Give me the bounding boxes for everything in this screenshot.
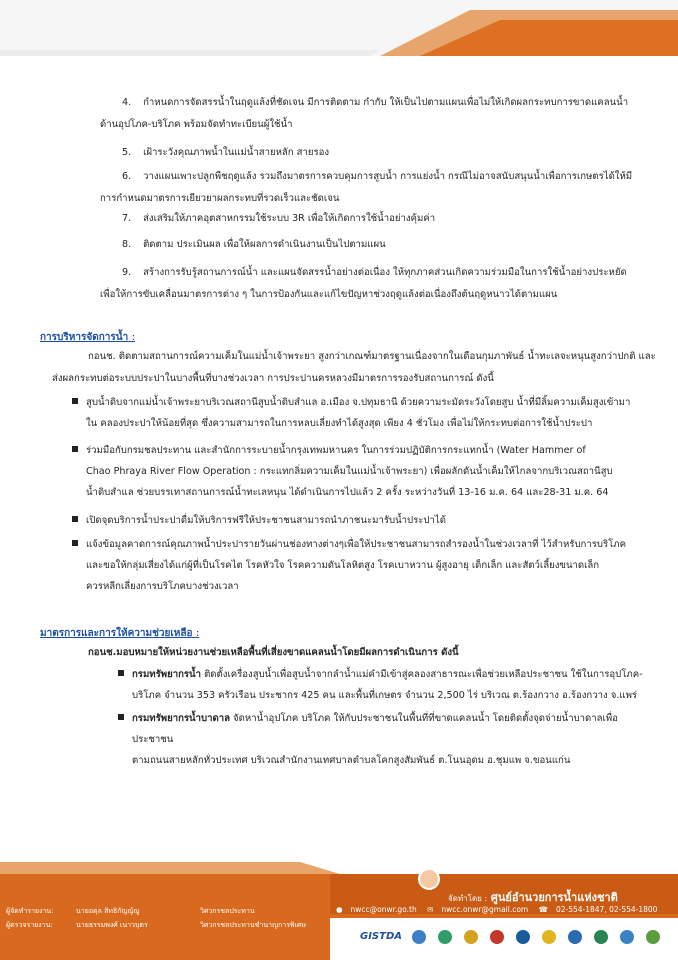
partner-logo-icon — [410, 928, 428, 946]
item-number: 9. — [122, 267, 132, 278]
mail-icon: ✉ — [427, 905, 434, 914]
item-number: 6. — [122, 171, 132, 182]
phone-icon: ☎ — [538, 905, 548, 914]
water-management-intro-cont — [52, 368, 658, 389]
numbered-item-5 — [122, 142, 652, 164]
bullet-text: เปิดจุดบริการน้ำประปาดื่มให้บริการฟรีให้ประชาชนสามารถนำภาชนะมารับน้ำประปาได้ — [86, 515, 446, 526]
item-text-cont: เพื่อให้การขับเคลื่อนมาตรการต่าง ๆ ในการป้องกันและแก้ไขปัญหาช่วงฤดูแล้งต่อเนื่องถึงต้นฤดูหนาวได้ตามแผน — [100, 289, 558, 300]
section-title-assistance — [40, 626, 199, 641]
header-band — [0, 0, 678, 56]
bullet-text: ตามถนนสายหลักทั่วประเทศ บริเวณสำนักงานเทศบาลตำบลโคกสูงสัมพันธ์ ต.โนนอุดม อ.ชุมแพ จ.ขอนแก่น — [132, 755, 571, 766]
contact-email-1[interactable]: nwcc@onwr.go.th — [350, 905, 417, 914]
item-text-cont: การกำหนดมาตรการเยียวยาผลกระทบที่รวดเร็วและชัดเจน — [100, 193, 340, 204]
section-title-colon: : — [195, 628, 200, 639]
footer — [0, 862, 678, 960]
water-bullet-1 — [72, 392, 652, 434]
bullet-text: ติดตั้งเครื่องสูบน้ำเพื่อสูบน้ำจากลำน้ำแม่คำมีเข้าสู่คลองสาธารณะเพื่อช่วยเหลือประชาชน ใช้ในการอุปโภค- — [201, 669, 643, 680]
bullet-text: บริโภค จำนวน 353 ครัวเรือน ประชากร 425 คน และพื้นที่เกษตร จำนวน 2,500 ไร่ บริเวณ ต.ร้องกวาง อ.ร้องกวาง จ.แพร่ — [132, 690, 638, 701]
partner-logo-icon — [644, 928, 662, 946]
bullet-text: ควรหลีกเลี่ยงการบริโภคบางช่วงเวลา — [86, 581, 239, 592]
contact-email-2[interactable]: nwcc.onwr@gmail.com — [441, 905, 529, 914]
numbered-item-6 — [100, 166, 652, 210]
globe-icon: ● — [336, 905, 343, 914]
checked-by-label: ผู้ตรวจรายงาน: — [6, 921, 53, 929]
bullet-square-icon — [118, 714, 124, 720]
partner-logo-icon — [592, 928, 610, 946]
water-bullet-4 — [72, 534, 652, 597]
item-text: ติดตาม ประเมินผล เพื่อให้ผลการดำเนินงานเป็นไปตามแผน — [143, 239, 386, 250]
bullet-square-icon — [72, 516, 78, 522]
intro-line: กอนช. ติดตามสถานการณ์ความเค็มในแม่น้ำเจ้าพระยา สูงกว่าเกณฑ์มาตรฐานเนื่องจากในเดือนกุมภาพันธ์ น้ำทะเลจะหนุนสูงกว่าปกติ และ — [88, 351, 656, 362]
onwr-emblem-icon — [418, 868, 440, 890]
water-bullet-2 — [72, 440, 652, 503]
section-title-water-management — [40, 330, 135, 345]
section-title-text: การบริหารจัดการน้ำ — [40, 332, 129, 343]
bullet-text: และขอให้กลุ่มเสี่ยงได้แก่ผู้ที่เป็นโรคไต โรคหัวใจ โรคความดันโลหิตสูง โรคเบาหวาน ผู้สูงอายุ เด็กเล็ก และสัตว์เลี้ยงขนาดเล็ก — [86, 560, 600, 571]
agency-name: กรมทรัพยากรน้ำ — [132, 669, 202, 680]
partner-logo-icon — [566, 928, 584, 946]
bullet-text: แจ้งข้อมูลคาดการณ์คุณภาพน้ำประปารายวันผ่านช่องทางต่างๆเพื่อให้ประชาชนสามารถสำรองน้ำในช่วงเวลาที่ ไว้สำหรับการบริโภค — [86, 539, 627, 550]
bullet-square-icon — [72, 540, 78, 546]
numbered-item-4 — [100, 92, 652, 136]
partner-logo-icon — [436, 928, 454, 946]
prepared-by-label: ผู้จัดทำรายงาน: — [6, 907, 54, 915]
bullet-square-icon — [72, 446, 78, 452]
item-text: เฝ้าระวังคุณภาพน้ำในแม่น้ำสายหลัก สายรอง — [143, 147, 330, 158]
agency-name: กรมทรัพยากรน้ำบาดาล — [132, 713, 230, 724]
numbered-item-9 — [100, 262, 652, 306]
bullet-text: จัดหาน้ำอุปโภค บริโภค ให้กับประชาชนในพื้นที่ที่ขาดแคลนน้ำ โดยติดตั้งจุดจ่ายน้ำบาดาลเพื่อประชาชน — [132, 713, 618, 745]
item-text: สร้างการรับรู้สถานการณ์น้ำ และแผนจัดสรรน้ำอย่างต่อเนื่อง ให้ทุกภาคส่วนเกิดความร่วมมือในการใช้น้ำอย่างประหยัด — [143, 267, 627, 278]
org-label: จัดทำโดย : — [448, 894, 488, 903]
footer-organization — [448, 888, 618, 906]
contact-row — [336, 905, 665, 914]
partner-logo-icon — [462, 928, 480, 946]
section-title-colon: : — [131, 332, 136, 343]
item-text: วางแผนเพาะปลูกพืชฤดูแล้ง รวมถึงมาตรการควบคุมการสูบน้ำ การแย่งน้ำ กรณีไม่อาจสนับสนุนน้ำเพื่อการเกษตรได้ให้มี — [143, 171, 633, 182]
bullet-text: Chao Phraya River Flow Operation : กระแทกลิ่มความเค็มในแม่น้ำเจ้าพระยา) เพื่อผลักดันน้ำเค็มให้ไกลจากบริเวณสถานีสูบ — [86, 466, 613, 477]
bullet-text: น้ำดิบสำแล ช่วยบรรเทาสถานการณ์น้ำทะเลหนุน ได้ดำเนินการไปแล้ว 2 ครั้ง ระหว่างวันที่ 13-16 ม.ค. 64 และ28-31 ม.ค. 64 — [86, 487, 609, 498]
bullet-square-icon — [118, 670, 124, 676]
partner-logo-icon — [514, 928, 532, 946]
checked-by-name: นายธรรมพงศ์ เนาวบุตร — [76, 921, 148, 929]
partner-logo-icon — [488, 928, 506, 946]
org-name: ศูนย์อำนวยการน้ำแห่งชาติ — [490, 891, 618, 904]
water-bullet-3 — [72, 510, 652, 531]
item-text: กำหนดการจัดสรรน้ำในฤดูแล้งที่ชัดเจน มีการติดตาม กำกับ ให้เป็นไปตามแผนเพื่อไม่ให้เกิดผลกระทบการขาดแคลนน้ำ — [143, 97, 629, 108]
assistance-bullet-1 — [118, 664, 658, 706]
item-number: 7. — [122, 213, 132, 224]
prepared-by-name: นายอดุล สิทธิกัญญ์ญู — [76, 907, 140, 915]
header-swoosh-graphic — [0, 0, 678, 56]
assistance-bullet-2 — [118, 708, 658, 771]
checked-by-role: วิศวกรชลประทานชำนาญการพิเศษ — [200, 921, 306, 929]
numbered-item-8 — [122, 234, 652, 256]
item-number: 5. — [122, 147, 132, 158]
item-number: 8. — [122, 239, 132, 250]
contact-phone: 02-554-1847, 02-554-1800 — [555, 905, 658, 914]
bullet-square-icon — [72, 398, 78, 404]
water-management-intro — [88, 346, 658, 367]
item-text-cont: ด้านอุปโภค-บริโภค พร้อมจัดทำทะเบียนผู้ใช้น้ำ — [100, 119, 293, 130]
intro-line: ส่งผลกระทบต่อระบบประปาในบางพื้นที่บางช่วงเวลา การประปานครหลวงมีมาตรการรองรับสถานการณ์ ดังนี้ — [52, 373, 494, 384]
numbered-item-7 — [122, 208, 652, 230]
item-number: 4. — [122, 97, 132, 108]
prepared-by-role: วิศวกรชลประทาน — [200, 907, 255, 915]
bullet-text: ร่วมมือกับกรมชลประทาน และสำนักการระบายน้ำกรุงเทพมหานคร ในการร่วมปฏิบัติการกระแทกน้ำ (Water Hammer of — [86, 445, 586, 456]
item-text: ส่งเสริมให้ภาคอุตสาหกรรมใช้ระบบ 3R เพื่อให้เกิดการใช้น้ำอย่างคุ้มค่า — [143, 213, 436, 224]
intro-line: กอนช.มอบหมายให้หน่วยงานช่วยเหลือพื้นที่เสี่ยงขาดแคลนน้ำโดยมีผลการดำเนินการ ดังนี้ — [88, 647, 459, 658]
section-title-text: มาตรการและการให้ความช่วยเหลือ — [40, 628, 193, 639]
gistda-logo: GISTDA — [360, 931, 402, 942]
assistance-intro — [88, 642, 658, 663]
bullet-text: ใน คลองประปาให้น้อยที่สุด ซึ่งความสามารถในการหลบเลี่ยงทำได้สูงสุด เพียง 4 ชั่วโมง เพื่อไม่ให้กระทบต่อการใช้น้ำประปา — [86, 418, 593, 429]
partner-logo-icon — [540, 928, 558, 946]
bullet-text: สูบน้ำดิบจากแม่น้ำเจ้าพระยาบริเวณสถานีสูบน้ำดิบสำแล อ.เมือง จ.ปทุมธานี ด้วยความระมัดระวังโดยสูบ น้ำที่มีลิ้มความเค็มสูงเข้ามา — [86, 397, 631, 408]
partner-logo-icon — [618, 928, 636, 946]
